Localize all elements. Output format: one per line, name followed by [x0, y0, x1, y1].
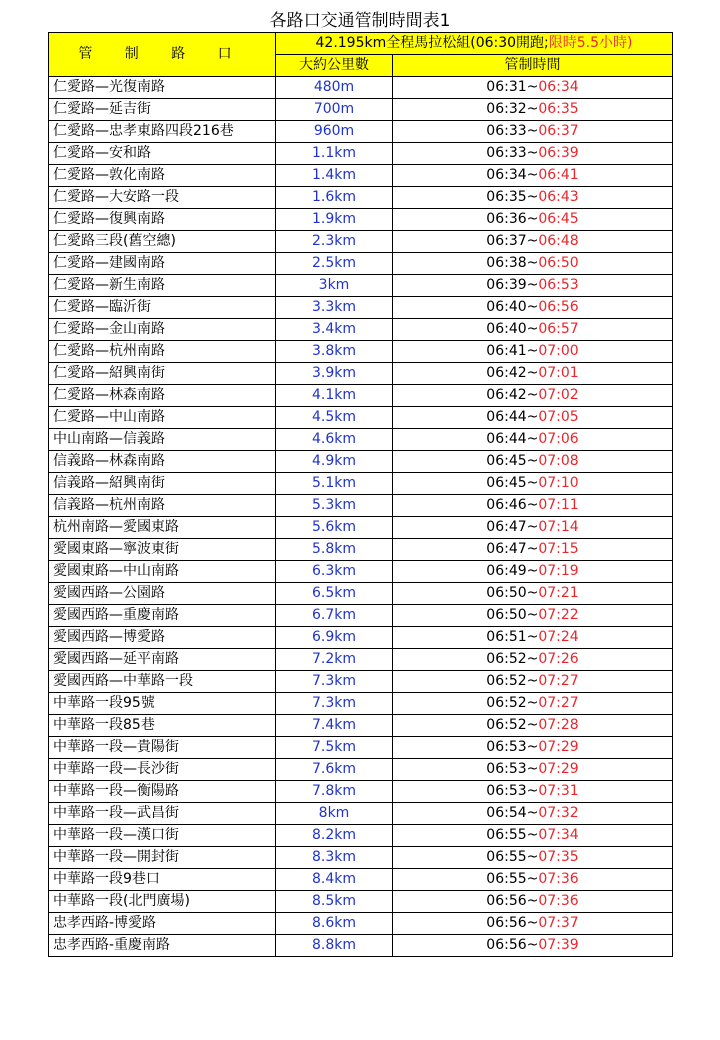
road-cell: 愛國西路—中華路一段 — [49, 671, 276, 693]
start-time: 06:49~ — [486, 563, 539, 579]
distance-cell: 5.8km — [276, 539, 393, 561]
time-cell — [393, 869, 673, 891]
distance-cell: 4.5km — [276, 407, 393, 429]
time-cell — [393, 187, 673, 209]
time-cell — [393, 627, 673, 649]
table-row — [49, 231, 673, 253]
table-row — [49, 341, 673, 363]
table-row — [49, 913, 673, 935]
distance-cell: 3.3km — [276, 297, 393, 319]
end-time: 07:21 — [538, 585, 579, 601]
road-cell: 仁愛路—中山南路 — [49, 407, 276, 429]
distance-cell: 4.1km — [276, 385, 393, 407]
road-cell: 中華路一段95號 — [49, 693, 276, 715]
distance-cell: 7.2km — [276, 649, 393, 671]
end-time: 07:32 — [538, 805, 579, 821]
table-row — [49, 143, 673, 165]
distance-cell: 2.3km — [276, 231, 393, 253]
distance-cell: 8km — [276, 803, 393, 825]
road-cell: 信義路—杭州南路 — [49, 495, 276, 517]
end-time: 07:28 — [538, 717, 579, 733]
road-cell: 仁愛路—金山南路 — [49, 319, 276, 341]
table-row — [49, 693, 673, 715]
road-cell: 中華路一段—漢口街 — [49, 825, 276, 847]
distance-cell: 5.3km — [276, 495, 393, 517]
start-time: 06:38~ — [486, 255, 539, 271]
table-row — [49, 847, 673, 869]
distance-cell: 4.6km — [276, 429, 393, 451]
start-time: 06:53~ — [486, 739, 539, 755]
event-time-limit: 限時5.5小時) — [548, 35, 633, 51]
start-time: 06:42~ — [486, 387, 539, 403]
time-cell — [393, 517, 673, 539]
table-row — [49, 429, 673, 451]
table-row — [49, 583, 673, 605]
table-row — [49, 385, 673, 407]
page-title: 各路口交通管制時間表1 — [269, 11, 451, 31]
time-cell — [393, 341, 673, 363]
start-time: 06:52~ — [486, 673, 539, 689]
start-time: 06:52~ — [486, 717, 539, 733]
distance-cell: 480m — [276, 77, 393, 99]
table-row — [49, 473, 673, 495]
start-time: 06:33~ — [486, 123, 539, 139]
end-time: 07:22 — [538, 607, 579, 623]
distance-cell: 8.5km — [276, 891, 393, 913]
road-cell: 愛國東路—中山南路 — [49, 561, 276, 583]
end-time: 06:45 — [538, 211, 579, 227]
distance-cell: 1.1km — [276, 143, 393, 165]
end-time: 07:19 — [538, 563, 579, 579]
table-row — [49, 539, 673, 561]
end-time: 06:48 — [538, 233, 579, 249]
table-row — [49, 715, 673, 737]
start-time: 06:40~ — [486, 321, 539, 337]
end-time: 07:36 — [538, 871, 579, 887]
table-row — [49, 869, 673, 891]
table-row — [49, 275, 673, 297]
end-time: 06:57 — [538, 321, 579, 337]
end-time: 06:39 — [538, 145, 579, 161]
time-cell — [393, 715, 673, 737]
road-cell: 仁愛路—忠孝東路四段216巷 — [49, 121, 276, 143]
end-time: 06:37 — [538, 123, 579, 139]
table-row — [49, 825, 673, 847]
end-time: 07:01 — [538, 365, 579, 381]
table-row — [49, 77, 673, 99]
road-cell: 中華路一段(北門廣場) — [49, 891, 276, 913]
end-time: 06:50 — [538, 255, 579, 271]
road-cell: 中華路一段—衡陽路 — [49, 781, 276, 803]
end-time: 07:34 — [538, 827, 579, 843]
table-row — [49, 297, 673, 319]
table-row — [49, 671, 673, 693]
road-cell: 中華路一段85巷 — [49, 715, 276, 737]
distance-cell: 6.9km — [276, 627, 393, 649]
start-time: 06:54~ — [486, 805, 539, 821]
start-time: 06:32~ — [486, 101, 539, 117]
distance-cell: 2.5km — [276, 253, 393, 275]
road-cell: 仁愛路—建國南路 — [49, 253, 276, 275]
road-cell: 忠孝西路-重慶南路 — [49, 935, 276, 957]
end-time: 06:34 — [538, 79, 579, 95]
end-time: 07:15 — [538, 541, 579, 557]
road-cell: 仁愛路—敦化南路 — [49, 165, 276, 187]
start-time: 06:40~ — [486, 299, 539, 315]
table-row — [49, 319, 673, 341]
end-time: 07:37 — [538, 915, 579, 931]
end-time: 06:53 — [538, 277, 579, 293]
end-time: 07:06 — [538, 431, 579, 447]
end-time: 07:05 — [538, 409, 579, 425]
road-cell: 愛國東路—寧波東街 — [49, 539, 276, 561]
table-row — [49, 891, 673, 913]
table-row — [49, 759, 673, 781]
time-cell — [393, 825, 673, 847]
time-cell — [393, 891, 673, 913]
end-time: 07:39 — [538, 937, 579, 953]
time-cell — [393, 847, 673, 869]
distance-cell: 1.4km — [276, 165, 393, 187]
road-cell: 仁愛路—光復南路 — [49, 77, 276, 99]
distance-cell: 5.6km — [276, 517, 393, 539]
end-time: 07:27 — [538, 673, 579, 689]
end-time: 07:26 — [538, 651, 579, 667]
time-cell — [393, 319, 673, 341]
road-cell: 中華路一段—武昌街 — [49, 803, 276, 825]
table-row — [49, 495, 673, 517]
start-time: 06:41~ — [486, 343, 539, 359]
road-cell: 中華路一段—貴陽街 — [49, 737, 276, 759]
road-cell: 仁愛路—延吉街 — [49, 99, 276, 121]
distance-cell: 1.6km — [276, 187, 393, 209]
road-cell: 仁愛路—林森南路 — [49, 385, 276, 407]
road-cell: 中山南路—信義路 — [49, 429, 276, 451]
start-time: 06:56~ — [486, 893, 539, 909]
distance-cell: 8.3km — [276, 847, 393, 869]
distance-cell: 7.5km — [276, 737, 393, 759]
distance-cell: 8.6km — [276, 913, 393, 935]
start-time: 06:55~ — [486, 827, 539, 843]
table-row — [49, 407, 673, 429]
time-cell — [393, 605, 673, 627]
end-time: 07:02 — [538, 387, 579, 403]
distance-cell: 3.4km — [276, 319, 393, 341]
distance-cell: 6.5km — [276, 583, 393, 605]
road-cell: 仁愛路—杭州南路 — [49, 341, 276, 363]
start-time: 06:37~ — [486, 233, 539, 249]
distance-cell: 8.4km — [276, 869, 393, 891]
road-cell: 仁愛路—紹興南街 — [49, 363, 276, 385]
time-cell — [393, 407, 673, 429]
table-row — [49, 627, 673, 649]
time-cell — [393, 561, 673, 583]
end-time: 07:31 — [538, 783, 579, 799]
time-cell — [393, 451, 673, 473]
distance-cell: 3km — [276, 275, 393, 297]
start-time: 06:55~ — [486, 871, 539, 887]
time-cell — [393, 473, 673, 495]
distance-cell: 7.6km — [276, 759, 393, 781]
end-time: 07:08 — [538, 453, 579, 469]
end-time: 07:24 — [538, 629, 579, 645]
end-time: 06:43 — [538, 189, 579, 205]
end-time: 07:00 — [538, 343, 579, 359]
road-cell: 杭州南路—愛國東路 — [49, 517, 276, 539]
time-cell — [393, 781, 673, 803]
time-cell — [393, 209, 673, 231]
distance-cell: 7.8km — [276, 781, 393, 803]
road-cell: 愛國西路—延平南路 — [49, 649, 276, 671]
table-row — [49, 99, 673, 121]
time-cell — [393, 649, 673, 671]
road-cell: 仁愛路—大安路一段 — [49, 187, 276, 209]
start-time: 06:52~ — [486, 651, 539, 667]
start-time: 06:46~ — [486, 497, 539, 513]
end-time: 07:35 — [538, 849, 579, 865]
time-cell — [393, 671, 673, 693]
time-cell — [393, 99, 673, 121]
distance-cell: 7.3km — [276, 693, 393, 715]
distance-cell: 7.4km — [276, 715, 393, 737]
time-cell — [393, 275, 673, 297]
road-cell: 信義路—紹興南街 — [49, 473, 276, 495]
table-row — [49, 781, 673, 803]
end-time: 07:14 — [538, 519, 579, 535]
road-cell: 愛國西路—博愛路 — [49, 627, 276, 649]
table-row — [49, 737, 673, 759]
distance-cell: 960m — [276, 121, 393, 143]
road-cell: 愛國西路—公園路 — [49, 583, 276, 605]
start-time: 06:33~ — [486, 145, 539, 161]
table-row — [49, 363, 673, 385]
time-cell — [393, 913, 673, 935]
road-cell: 中華路一段—開封街 — [49, 847, 276, 869]
end-time: 07:11 — [538, 497, 579, 513]
table-row — [49, 561, 673, 583]
time-cell — [393, 231, 673, 253]
event-header — [276, 33, 673, 55]
start-time: 06:39~ — [486, 277, 539, 293]
table-row — [49, 935, 673, 957]
table-row — [49, 187, 673, 209]
table-row — [49, 165, 673, 187]
start-time: 06:53~ — [486, 783, 539, 799]
start-time: 06:34~ — [486, 167, 539, 183]
distance-cell: 6.3km — [276, 561, 393, 583]
time-cell — [393, 759, 673, 781]
start-time: 06:53~ — [486, 761, 539, 777]
start-time: 06:50~ — [486, 607, 539, 623]
distance-cell: 4.9km — [276, 451, 393, 473]
distance-cell: 8.2km — [276, 825, 393, 847]
event-label: 42.195km全程馬拉松組(06:30開跑; — [315, 35, 549, 51]
time-cell — [393, 143, 673, 165]
road-cell: 忠孝西路-博愛路 — [49, 913, 276, 935]
end-time: 07:27 — [538, 695, 579, 711]
time-cell — [393, 935, 673, 957]
time-cell — [393, 429, 673, 451]
table-row — [49, 209, 673, 231]
start-time: 06:44~ — [486, 431, 539, 447]
start-time: 06:47~ — [486, 541, 539, 557]
distance-cell: 700m — [276, 99, 393, 121]
road-cell: 仁愛路三段(舊空總) — [49, 231, 276, 253]
start-time: 06:44~ — [486, 409, 539, 425]
start-time: 06:50~ — [486, 585, 539, 601]
end-time: 06:41 — [538, 167, 579, 183]
start-time: 06:47~ — [486, 519, 539, 535]
start-time: 06:51~ — [486, 629, 539, 645]
start-time: 06:56~ — [486, 915, 539, 931]
header-row-1 — [49, 33, 673, 55]
end-time: 06:35 — [538, 101, 579, 117]
time-cell — [393, 385, 673, 407]
road-cell: 仁愛路—安和路 — [49, 143, 276, 165]
distance-cell: 6.7km — [276, 605, 393, 627]
start-time: 06:52~ — [486, 695, 539, 711]
time-cell — [393, 121, 673, 143]
start-time: 06:45~ — [486, 453, 539, 469]
time-cell — [393, 495, 673, 517]
start-time: 06:36~ — [486, 211, 539, 227]
road-cell: 仁愛路—新生南路 — [49, 275, 276, 297]
time-cell — [393, 737, 673, 759]
end-time: 07:36 — [538, 893, 579, 909]
start-time: 06:31~ — [486, 79, 539, 95]
time-cell — [393, 165, 673, 187]
table-row — [49, 605, 673, 627]
road-cell: 仁愛路—臨沂街 — [49, 297, 276, 319]
time-cell — [393, 253, 673, 275]
distance-cell: 5.1km — [276, 473, 393, 495]
distance-column-header: 大約公里數 — [276, 55, 393, 77]
start-time: 06:42~ — [486, 365, 539, 381]
end-time: 07:29 — [538, 761, 579, 777]
start-time: 06:35~ — [486, 189, 539, 205]
time-cell — [393, 693, 673, 715]
table-row — [49, 121, 673, 143]
time-cell — [393, 539, 673, 561]
time-cell — [393, 77, 673, 99]
distance-cell: 3.9km — [276, 363, 393, 385]
start-time: 06:56~ — [486, 937, 539, 953]
end-time: 07:10 — [538, 475, 579, 491]
distance-cell: 7.3km — [276, 671, 393, 693]
time-column-header: 管制時間 — [393, 55, 673, 77]
road-cell: 信義路—林森南路 — [49, 451, 276, 473]
start-time: 06:55~ — [486, 849, 539, 865]
road-cell: 中華路一段—長沙街 — [49, 759, 276, 781]
table-row — [49, 253, 673, 275]
distance-cell: 3.8km — [276, 341, 393, 363]
road-column-header: 管 制 路 口 — [49, 33, 276, 77]
start-time: 06:45~ — [486, 475, 539, 491]
traffic-control-table — [48, 32, 673, 957]
time-cell — [393, 803, 673, 825]
table-row — [49, 517, 673, 539]
table-row — [49, 649, 673, 671]
road-cell: 中華路一段9巷口 — [49, 869, 276, 891]
time-cell — [393, 363, 673, 385]
distance-cell: 8.8km — [276, 935, 393, 957]
road-cell: 仁愛路—復興南路 — [49, 209, 276, 231]
table-row — [49, 451, 673, 473]
road-cell: 愛國西路—重慶南路 — [49, 605, 276, 627]
time-cell — [393, 583, 673, 605]
end-time: 07:29 — [538, 739, 579, 755]
time-cell — [393, 297, 673, 319]
end-time: 06:56 — [538, 299, 579, 315]
table-row — [49, 803, 673, 825]
distance-cell: 1.9km — [276, 209, 393, 231]
